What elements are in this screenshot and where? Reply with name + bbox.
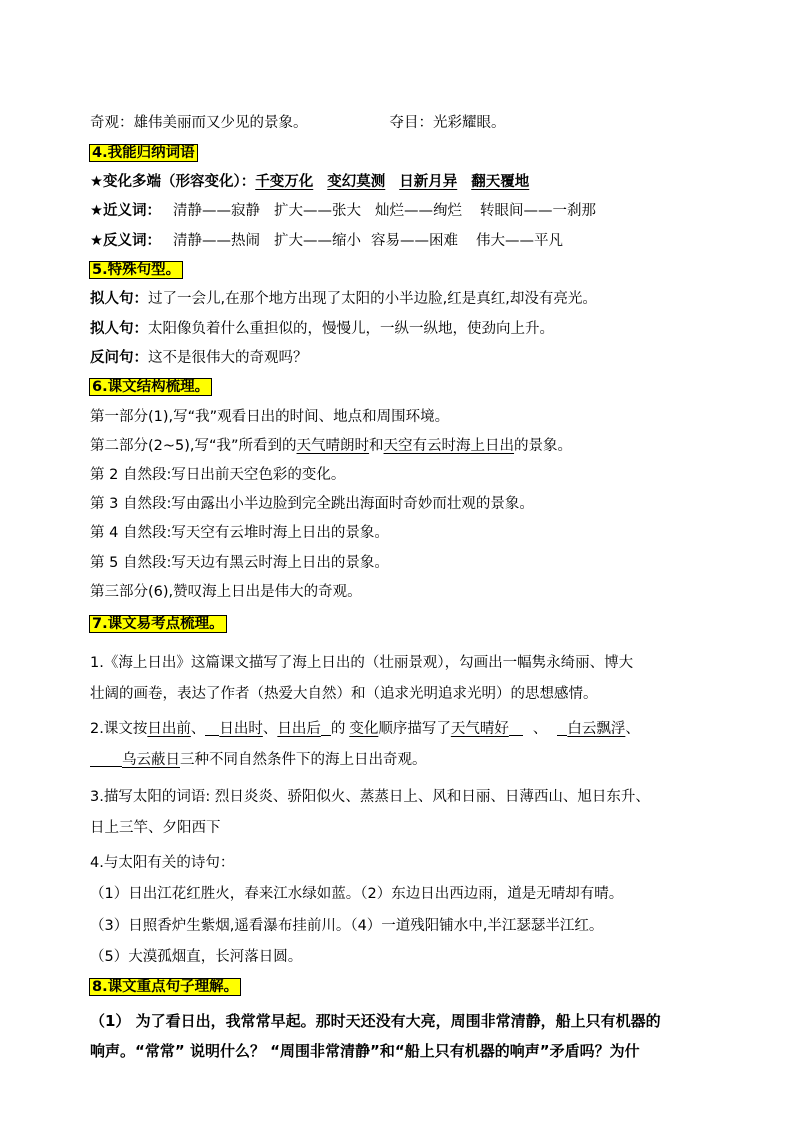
sentence-text: 太阳像负着什么重担似的，慢慢儿，一纵一纵地，使劲向上升。 (148, 321, 554, 337)
sec4-line-1 (90, 172, 529, 192)
point-line: 4.与太阳有关的诗句： (90, 855, 235, 871)
synonyms-label: ★近义词： (90, 203, 161, 219)
antonyms-label: ★反义词： (90, 233, 161, 249)
text: 、 (262, 721, 278, 737)
section-5-heading (90, 260, 182, 280)
duomu-definition: 夺目：光彩耀眼。 (389, 115, 506, 131)
word-item: 翻天覆地 (471, 174, 530, 190)
text: 顺序描写了 (378, 721, 451, 737)
fill-answer: 变化 (349, 721, 379, 737)
rhetorical-label: 反问句： (90, 350, 148, 366)
section-6-heading (90, 377, 211, 397)
fill-answer: 天气晴好 (450, 721, 509, 737)
section-7-heading (90, 614, 226, 634)
point-line: 日上三竿、夕阳西下 (90, 820, 221, 836)
text: 的景象。 (514, 438, 573, 454)
underlined-text: 天空有云时海上日出 (383, 438, 515, 454)
word-pair: 容易——困难 (371, 233, 458, 249)
structure-line: 第 3 自然段:写由露出小半边脸到完全跳出海面时奇妙而壮观的景象。 (90, 496, 534, 512)
text: 2.课文按 (90, 721, 148, 737)
poem-line: （3）日照香炉生紫烟,遥看瀑布挂前川。（4）一道残阳铺水中,半江瑟瑟半江红。 (90, 918, 604, 934)
structure-line (90, 436, 572, 456)
text: 的 (330, 721, 346, 737)
word-pair: 清静——寂静 (173, 203, 260, 219)
structure-line: 第一部分(1),写“我”观看日出的时间、地点和周围环境。 (90, 409, 450, 425)
word-item: 日新月异 (399, 174, 458, 190)
poem-line: （5）大漠孤烟直，长河落日圆。 (90, 949, 303, 965)
fill-answer: 日出后 (277, 721, 321, 737)
word-pair: 灿烂——绚烂 (375, 203, 462, 219)
section-heading: 8.课文重点句子理解。 (92, 979, 239, 995)
sentence-line: （1） 为了看日出，我常常早起。那时天还没有大亮，周围非常清静，船上只有机器的 (90, 1012, 661, 1030)
word-pair: 伟大——平凡 (476, 233, 563, 249)
top-line (90, 113, 506, 133)
text: 三种不同自然条件下的海上日出奇观。 (180, 752, 427, 768)
structure-line: 第三部分(6),赞叹海上日出是伟大的奇观。 (90, 584, 362, 600)
sentence-text: 这不是很伟大的奇观吗？ (148, 350, 308, 366)
word-item: 千变万化 (255, 174, 314, 190)
qiguan-definition: 奇观：雄伟美丽而又少见的景象。 (90, 115, 308, 131)
sentence-line: 响声。“常常” 说明什么？ “周围非常清静”和“船上只有机器的响声”矛盾吗？为什 (90, 1042, 640, 1060)
point-line: 壮阔的画卷，表达了作者（热爱大自然）和（追求光明追求光明）的思想感情。 (90, 686, 598, 702)
sec5-line-1 (90, 289, 597, 309)
fill-answer: 日出前 (147, 721, 191, 737)
blank (321, 719, 331, 736)
fill-answer: 日出时 (219, 721, 263, 737)
sec4-line1-label: ★变化多端（形容变化）： (90, 174, 256, 190)
point-line (90, 719, 640, 739)
section-heading: 5.特殊句型。 (92, 262, 181, 278)
word-pair: 扩大——张大 (274, 203, 361, 219)
text: 、 (190, 721, 206, 737)
structure-line: 第 2 自然段:写日出前天空色彩的变化。 (90, 467, 346, 483)
fill-answer: 白云飘浮 (567, 721, 626, 737)
text: 、 (532, 721, 548, 737)
word-item: 变幻莫测 (327, 174, 386, 190)
personification-label: 拟人句： (90, 321, 148, 337)
point-line: 1.《海上日出》这篇课文描写了海上日出的（壮丽景观），勾画出一幅隽永绮丽、博大 (90, 655, 634, 671)
sec5-line-3 (90, 348, 308, 368)
word-pair: 清静——热闹 (173, 233, 260, 249)
sec4-line-2 (90, 201, 596, 221)
poem-line: （1）日出江花红胜火，春来江水绿如蓝。（2）东边日出西边雨，道是无晴却有晴。 (90, 886, 624, 902)
section-heading: 7.课文易考点梳理。 (92, 616, 224, 632)
text: 第二部分(2~5),写“我”所看到的 (90, 438, 297, 454)
structure-line: 第 4 自然段:写天空有云堆时海上日出的景象。 (90, 525, 389, 541)
personification-label: 拟人句： (90, 291, 148, 307)
point-line (90, 750, 427, 770)
blank (205, 719, 219, 736)
structure-line: 第 5 自然段:写天边有黑云时海上日出的景象。 (90, 555, 389, 571)
blank (509, 719, 523, 736)
point-line: 3.描写太阳的词语: 烈日炎炎、骄阳似火、蒸蒸日上、风和日丽、日薄西山、旭日东升、 (90, 789, 650, 805)
word-pair: 扩大——缩小 (274, 233, 361, 249)
underlined-text: 天气晴朗时 (296, 438, 370, 454)
sentence-text: 过了一会儿,在那个地方出现了太阳的小半边脸,红是真红,却没有亮光。 (148, 291, 597, 307)
text: 和 (369, 438, 384, 454)
text: 、 (625, 721, 640, 737)
word-pair: 转眼间——一刹那 (480, 203, 596, 219)
section-8-heading (90, 977, 240, 997)
fill-answer: 乌云蔽日 (122, 752, 180, 768)
section-heading: 6.课文结构梳理。 (92, 379, 210, 395)
section-4-heading (90, 143, 197, 163)
blank (557, 719, 567, 736)
sec4-line-3 (90, 231, 563, 251)
blank (90, 750, 122, 767)
section-heading: 4.我能归纳词语 (92, 145, 195, 161)
sec5-line-2 (90, 319, 554, 339)
